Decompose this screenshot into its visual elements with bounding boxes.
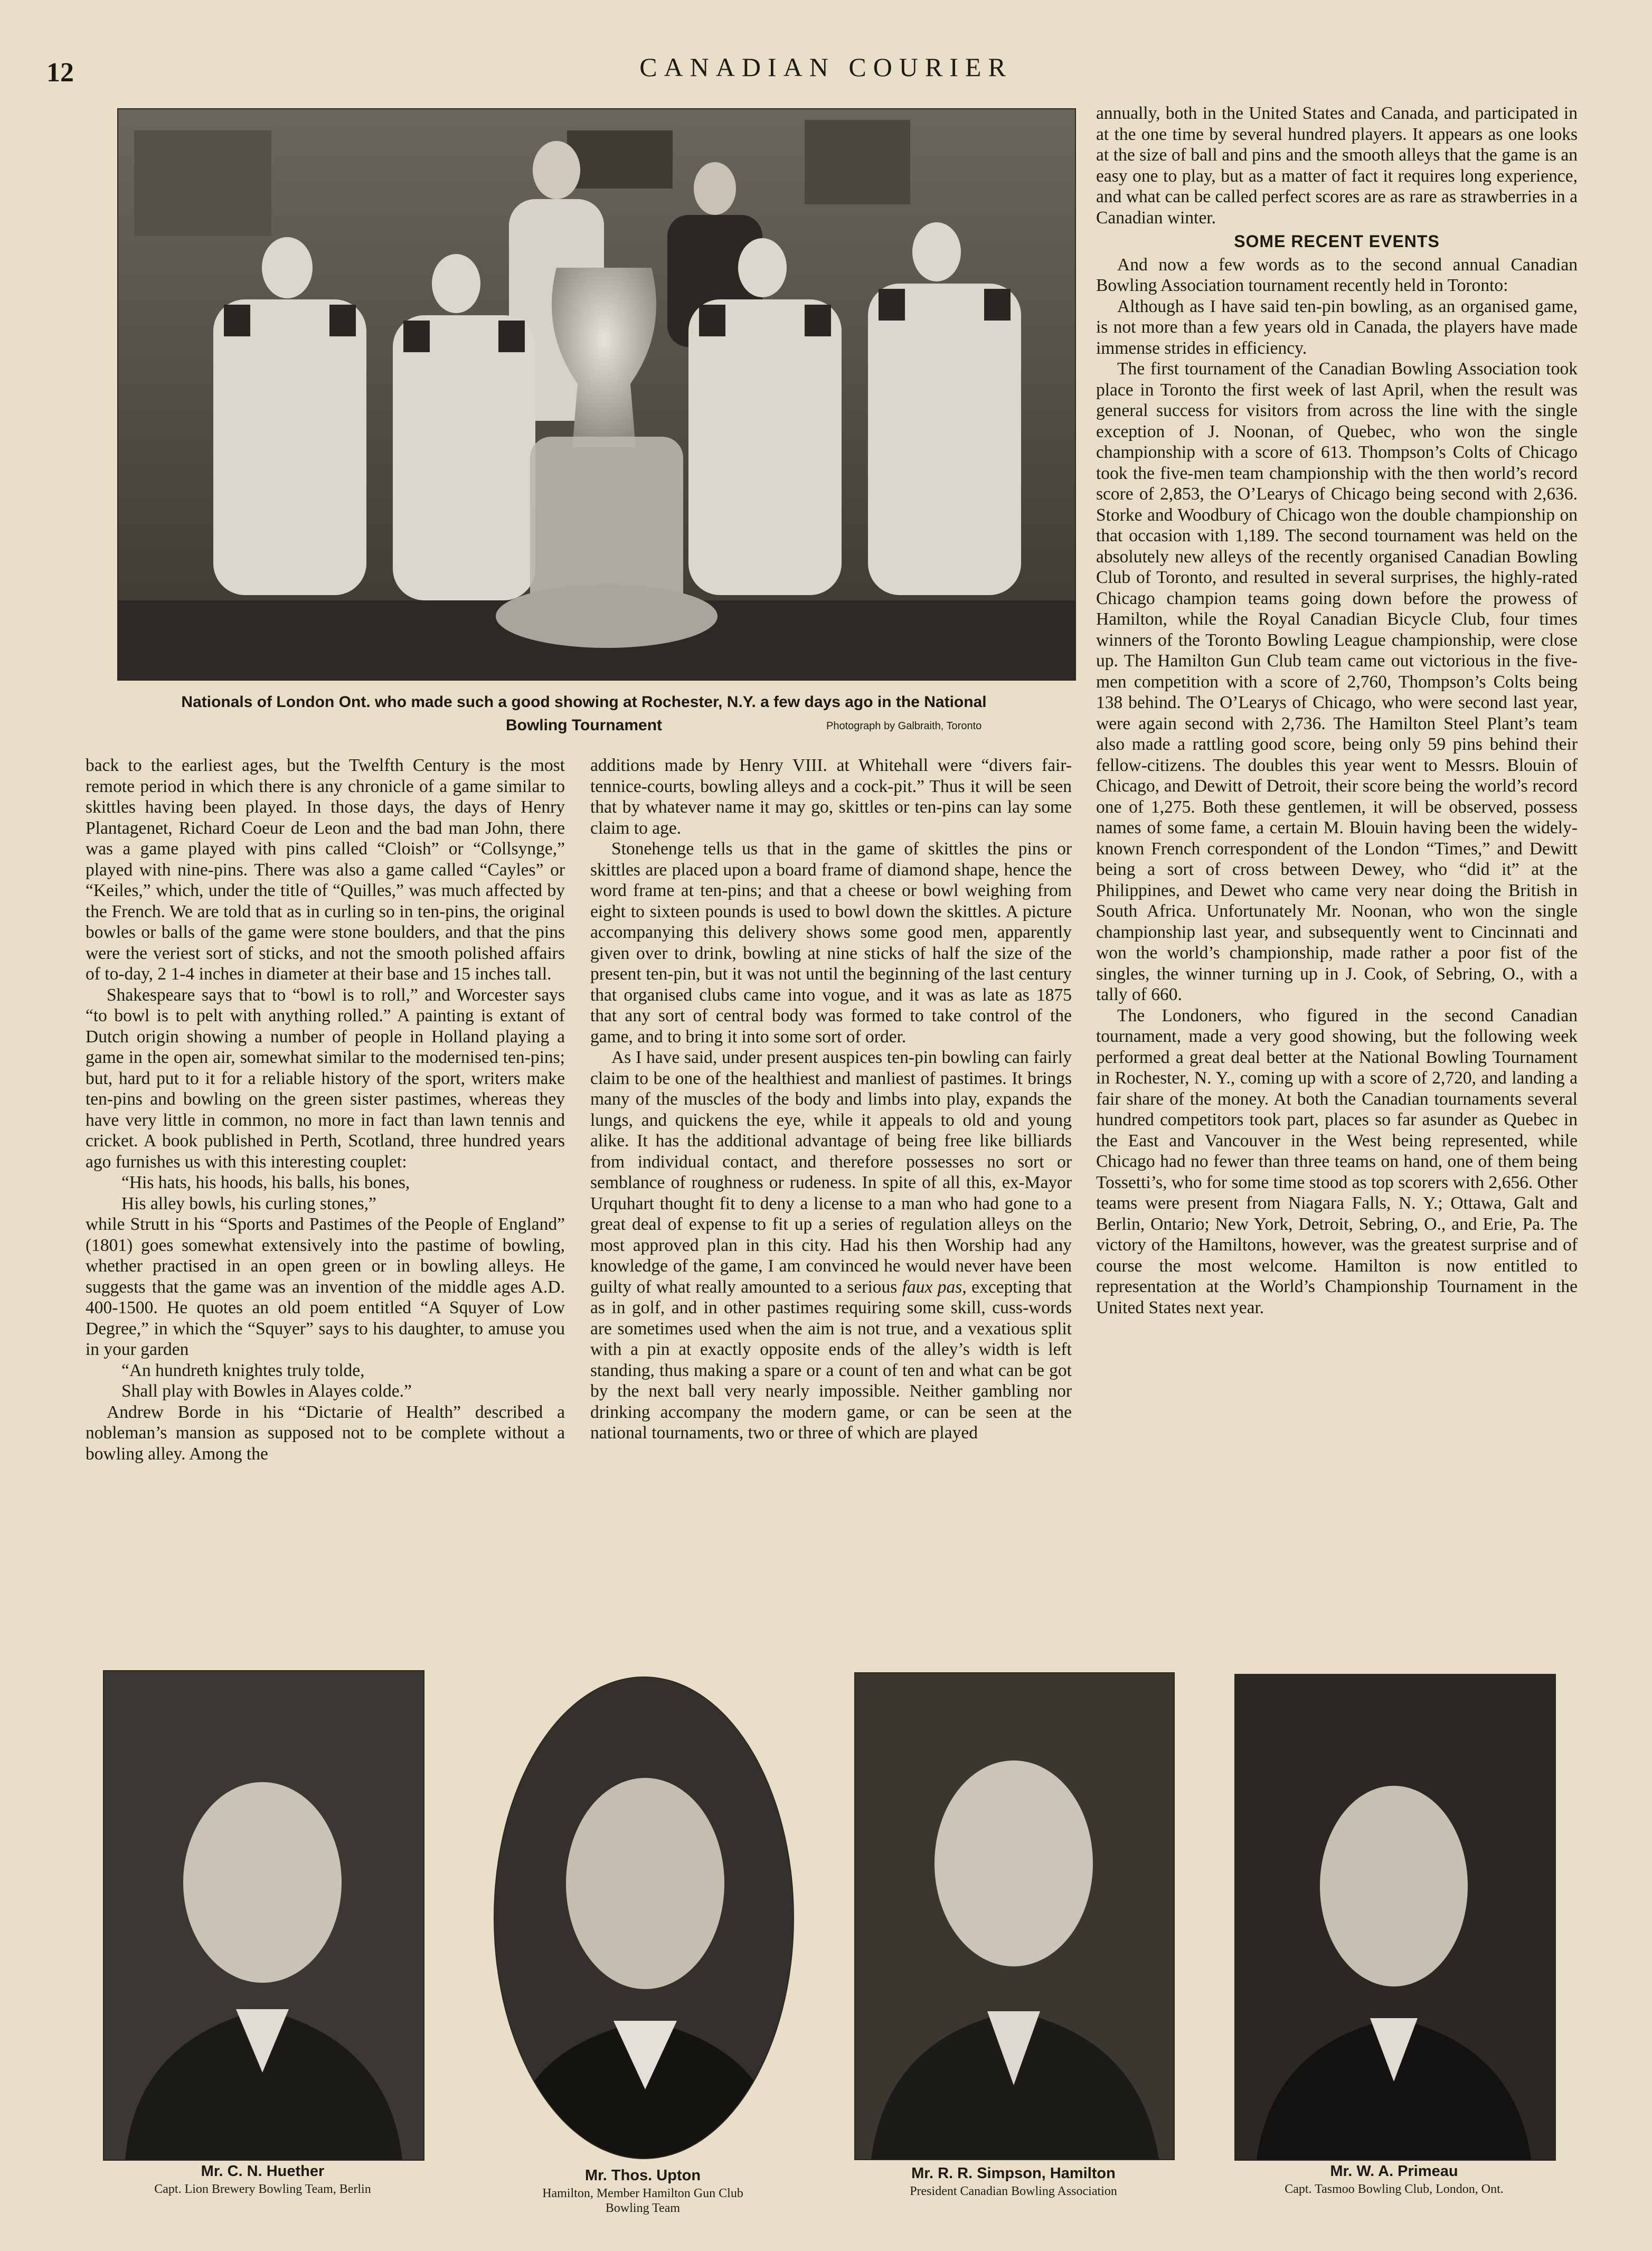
paragraph: back to the earliest ages, but the Twelfth Century is the most remote period in which there is any chronicle of a game similar to skittles having been played. In those days, the days of Henry Plantagenet, Richard Coeur de Leon and the bad man John, there was a game played with pins called “Cloish” or “Collsynge,” played with nine-pins. There was also a game called “Cayles” or “Keiles,” which, under the title of “Quilles,” was much affected by the French. We are told that as in curling so in ten-pins, the original bowles or balls of the game were stone boulders, and that the pins were the veriest sort of sticks, and not the smooth polished affairs of to-day, 2 1-4 inches in diameter at their base and 15 inches tall. — [86, 756, 565, 984]
photo-credit: Photograph by Galbraith, Toronto — [826, 720, 982, 732]
portrait-caption — [478, 2165, 808, 2216]
portrait-name: Mr. R. R. Simpson, Hamilton — [911, 2165, 1116, 2182]
portrait-photo — [1234, 1674, 1556, 2161]
paragraph: Although as I have said ten-pin bowling, as an organised game, is not more than a few years old in Canada, the players have made immense strides in efficiency. — [1096, 296, 1578, 358]
page-number: 12 — [46, 58, 74, 88]
paragraph: Stonehenge tells us that in the game of skittles the pins or skittles are placed upon a board frame of diamond shape, hence the word frame at ten-pins; and that a cheese or bowl weighing from eight to sixteen pounds is used to bowl down the skittles. A picture accompanying this delivery shows some good men, apparently given over to drink, bowling at nine sticks of half the size of the present ten-pin, but it was not until the beginning of the last century that organised clubs came into vogue, and it was as late as 1875 that any sort of central body was formed to take control of the game, and to bring it into some sort of order. — [590, 839, 1072, 1047]
paragraph: And now a few words as to the second annual Canadian Bowling Association tournament recently held in Toronto: — [1096, 255, 1578, 295]
team-photo — [117, 108, 1076, 681]
portrait-image — [104, 1671, 423, 2160]
verse-line: “His hats, his hoods, his balls, his bones, — [121, 1173, 410, 1192]
portrait-photo — [854, 1672, 1175, 2160]
paragraph-text: As I have said, under present auspices ten-pin bowling can fairly claim to be one of the healthiest and manliest of pastimes. It brings many of the muscles of the body and limbs into play, expands the lungs, and quickens the eye, while it appeals to old and young alike. It has the additional advantage of being free like billiards from individual contact, and therefore possesses no sort or semblance of roughness or rudeness. In spite of all this, ex-Mayor Urquhart thought fit to deny a license to a man who had gone to a great deal of expense to fit up a series of regulation alleys on the most approved plan in this city. Had his then Worship had any knowledge of the game, I am convinced he would never have been guilty of what really amounted to a serious — [590, 1048, 1072, 1297]
portrait-caption — [87, 2161, 438, 2197]
team-photo-caption-line2: Bowling Tournament — [505, 717, 663, 734]
portrait-name: Mr. Thos. Upton — [584, 2167, 701, 2184]
portrait-name: Mr. W. A. Primeau — [1330, 2163, 1458, 2180]
portrait-title: Bowling Team — [605, 2201, 681, 2215]
portrait-caption — [1219, 2161, 1570, 2197]
verse-line: “An hundreth knightes truly tolde, — [121, 1360, 365, 1380]
section-heading: SOME RECENT EVENTS — [1234, 232, 1440, 251]
portrait-title: Capt. Tasmoo Bowling Club, London, Ont. — [1285, 2182, 1504, 2196]
portrait-image — [495, 1678, 793, 2158]
paragraph: annually, both in the United States and Canada, and participated in at the one time by several hundred players. It appears as one looks at the size of ball and pins and the smooth alleys that the game is an easy one to play, but as a matter of fact it requires long experience, and what can be called perfect scores are as rare as strawberries in a Canadian winter. — [1096, 103, 1578, 228]
paragraph: The first tournament of the Canadian Bowling Association took place in Toronto the first week of last April, when the result was general success for visitors from across the line with the single exception of J. Noonan, of Quebec, who won the single championship with a score of 613. Thompson’s Colts of Chicago took the five-men team championship with the then world’s record score of 2,853, the O’Learys of Chicago being second with 2,636. Storke and Woodbury of Chicago won the double championship on that occasion with 1,189. The second tournament was held on the absolutely new alleys of the recently organised Canadian Bowling Club of Toronto, and resulted in several surprises, the highly-rated Chicago champion teams going down before the prowess of Hamilton, while the Royal Canadian Bicycle Club, four times winners of the Toronto Bowling League championship, were close up. The Hamilton Gun Club team came out victorious in the five-men competition with a score of 2,760, Thompson’s Colts being 138 behind. The O’Learys of Chicago, who were second last year, were again second with 2,736. The Hamilton Steel Plant’s team also made a rattling good score, being only 59 pins behind their fellow-citizens. The doubles this year went to Messrs. Blouin of Chicago, and Dewitt of Detroit, their score being the world’s record one of 1,275. Both these gentlemen, it will be observed, possess names of some fame, a certain M. Blouin having been the widely-known French correspondent of the London “Times,” and Dewitt being a sort of cross between Dewey, who “did it” at the Philippines, and Dewet who came very near doing the British in South Africa. Unfortunately Mr. Noonan, who won the single championship last year, and subsequently went to Cincinnati and won the world’s championship, made rather a poor fist of the singles, the winner turning up in J. Cook, of Sebring, O., with a tally of 660. — [1096, 359, 1578, 1004]
portrait-title: President Canadian Bowling Association — [910, 2184, 1117, 2198]
article-column-2 — [590, 755, 1072, 1444]
team-photo-caption-line1: Nationals of London Ont. who made such a good showing at Rochester, N.Y. a few days ago in the National — [181, 693, 987, 711]
portrait-image — [1235, 1675, 1555, 2160]
verse-line: His alley bowls, his curling stones,” — [121, 1193, 376, 1213]
team-photo-image — [118, 109, 1075, 680]
paragraph: additions made by Henry VIII. at Whitehall were “divers fair-tennice-courts, bowling alleys and a cock-pit.” Thus it will be seen that by whatever name it may go, skittles or ten-pins can lay some claim to age. — [590, 756, 1072, 838]
portrait-caption — [838, 2163, 1188, 2199]
paragraph: The Londoners, who figured in the second Canadian tournament, made a very good showing, but the following week performed a great deal better at the National Bowling Tournament in Rochester, N. Y., coming up with a score of 2,720, and landing a fair share of the money. At both the Canadian tournaments several hundred competitors took part, places so far asunder as Quebec in the East and Vancouver in the West being represented, while Chicago had no fewer than three teams on hand, one of them being Tossetti’s, who for some time stood as top scorers with 2,656. Other teams were present from Niagara Falls, N. Y.; Ottawa, Galt and Berlin, Ontario; New York, Detroit, Sebring, O., and Erie, Pa. The victory of the Hamiltons, however, was the greatest surprise and of course the most welcome. Hamilton is now entitled to representation at the World’s Championship Tournament in the United States next year. — [1096, 1005, 1578, 1317]
article-column-3 — [1096, 103, 1578, 1318]
paragraph: Shakespeare says that to “bowl is to roll,” and Worcester says “to bowl is to pelt with anything rolled.” A painting is extant of Dutch origin showing a number of people in Holland playing a game in the open air, somewhat similar to the modernised ten-pins; but, hard put to it for a reliable history of the sport, writers make ten-pins and bowling on the green sister pastimes, whereas they have very little in common, no more in fact than lawn tennis and cricket. A book published in Perth, Scotland, three hundred years ago furnishes us with this interesting couplet: — [86, 985, 565, 1172]
italic-phrase: faux pas — [902, 1277, 962, 1297]
portrait-photo — [103, 1670, 424, 2161]
paragraph: Andrew Borde in his “Dictarie of Health” described a nobleman’s mansion as supposed not to be complete without a bowling alley. Among the — [86, 1402, 565, 1464]
portrait-photo — [494, 1677, 794, 2159]
paragraph — [590, 1047, 1072, 1444]
article-column-1 — [86, 755, 565, 1464]
masthead: CANADIAN COURIER — [639, 52, 1013, 82]
paragraph-text: , excepting that as in golf, and in other pastimes requiring some skill, cuss-words are sometimes used when the aim is not true, and a vexatious split with a pin at exactly opposite ends of the alley’s width is left standing, thus making a spare or a count of ten and what can be got by the next ball very nearly impossible. Neither gambling nor drinking accompany the modern game, or can be seen at the national tournaments, two or three of which are played — [590, 1277, 1072, 1443]
portrait-title: Capt. Lion Brewery Bowling Team, Berlin — [154, 2182, 371, 2196]
portrait-title: Hamilton, Member Hamilton Gun Club — [542, 2187, 743, 2200]
portrait-name: Mr. C. N. Huether — [201, 2163, 325, 2180]
portrait-image — [855, 1673, 1174, 2159]
paragraph: while Strutt in his “Sports and Pastimes of the People of England” (1801) goes somewhat extensively into the pastime of bowling, whether practised in an open green or in bowling alleys. He suggests that the game was an invention of the middle ages A.D. 400-1500. He quotes an old poem entitled “A Squyer of Low Degree,” in which the “Squyer” says to his daughter, to amuse you in your garden — [86, 1214, 565, 1359]
verse-line: Shall play with Bowles in Alayes colde.” — [121, 1381, 412, 1401]
